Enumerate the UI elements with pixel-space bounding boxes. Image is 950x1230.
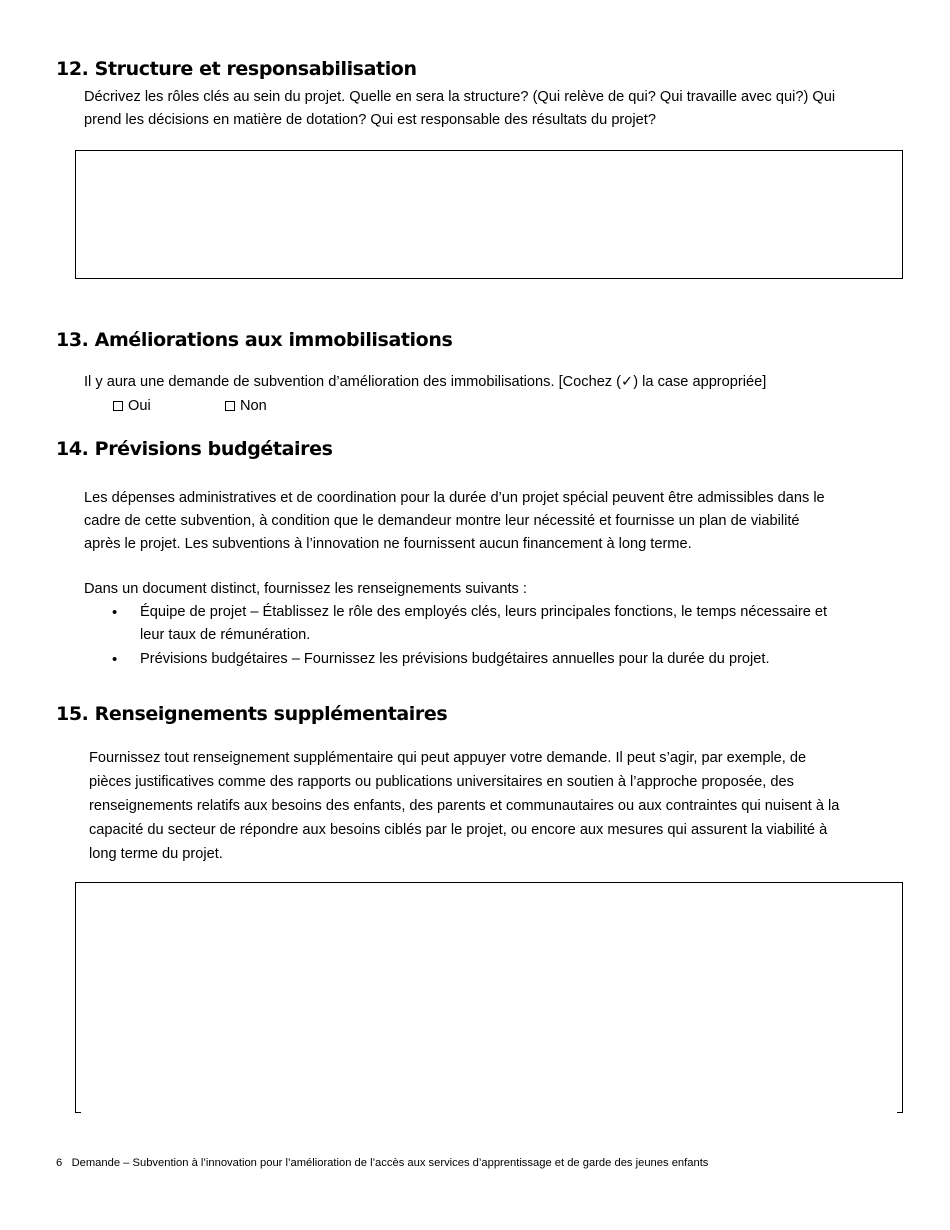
section-13-heading: 13. Améliorations aux immobilisations: [56, 329, 453, 351]
budget-paragraph: [84, 487, 825, 556]
page-footer: [56, 1156, 708, 1170]
section-12-line-2: prend les décisions en matière de dotation? Qui est responsable des résultats du projet?: [84, 112, 656, 128]
budget-paragraph-line: cadre de cette subvention, à condition que le demandeur montre leur nécessité et fournisse un plan de viabilité: [84, 513, 800, 529]
bullet-2-line-1: Prévisions budgétaires – Fournissez les prévisions budgétaires annuelles pour la durée du projet.: [140, 651, 770, 667]
page-number: 6: [56, 1157, 63, 1169]
section-12-instructions: [84, 86, 835, 132]
additional-info-line: renseignements relatifs aux besoins des enfants, des parents et communautaires ou aux contraintes qui nuisent à la: [89, 798, 840, 814]
option-oui[interactable]: [113, 397, 151, 415]
section-14-heading: 14. Prévisions budgétaires: [56, 438, 333, 460]
additional-info-response-field[interactable]: [75, 882, 903, 1113]
capital-improvement-question: Il y aura une demande de subvention d’amélioration des immobilisations. [Cochez (✓) la case appropriée]: [84, 374, 767, 390]
non-label: Non: [240, 398, 267, 414]
list-item: [84, 648, 904, 671]
oui-checkbox[interactable]: [113, 401, 123, 411]
section-12-heading: 12. Structure et responsabilisation: [56, 58, 417, 80]
additional-info-paragraph: [89, 746, 839, 866]
additional-info-line: capacité du secteur de répondre aux besoins ciblés par le projet, ou encore aux mesures qui assurent la viabilité à: [89, 822, 828, 838]
additional-info-line: Fournissez tout renseignement supplémentaire qui peut appuyer votre demande. Il peut s’agir, par exemple, de: [89, 750, 807, 766]
option-non[interactable]: [225, 397, 267, 415]
bullet-1-line-1: Équipe de projet – Établissez le rôle des employés clés, leurs principales fonctions, le temps nécessaire et: [140, 604, 828, 620]
section-15-heading: 15. Renseignements supplémentaires: [56, 703, 448, 725]
list-item: [84, 601, 904, 647]
bullet-1-line-2: leur taux de rémunération.: [140, 627, 311, 643]
budget-bullet-list: [84, 601, 904, 672]
budget-paragraph-line: Les dépenses administratives et de coordination pour la durée d’un projet spécial peuvent être admissibles dans le: [84, 490, 825, 506]
additional-info-line: long terme du projet.: [89, 846, 223, 862]
budget-paragraph-line: après le projet. Les subventions à l’innovation ne fournissent aucun financement à long terme.: [84, 536, 692, 552]
section-12-line-1: Décrivez les rôles clés au sein du projet. Quelle en sera la structure? (Qui relève de qui? Qui travaille avec qui?) Qui: [84, 89, 836, 105]
oui-label: Oui: [128, 398, 151, 414]
structure-response-field[interactable]: [75, 150, 903, 279]
non-checkbox[interactable]: [225, 401, 235, 411]
budget-intro: Dans un document distinct, fournissez les renseignements suivants :: [84, 581, 527, 597]
additional-info-line: pièces justificatives comme des rapports ou publications universitaires en soutien à l’approche proposée, des: [89, 774, 794, 790]
footer-title: Demande – Subvention à l’innovation pour l’amélioration de l’accès aux services d’apprentissage et de garde des jeunes enfants: [71, 1157, 709, 1169]
